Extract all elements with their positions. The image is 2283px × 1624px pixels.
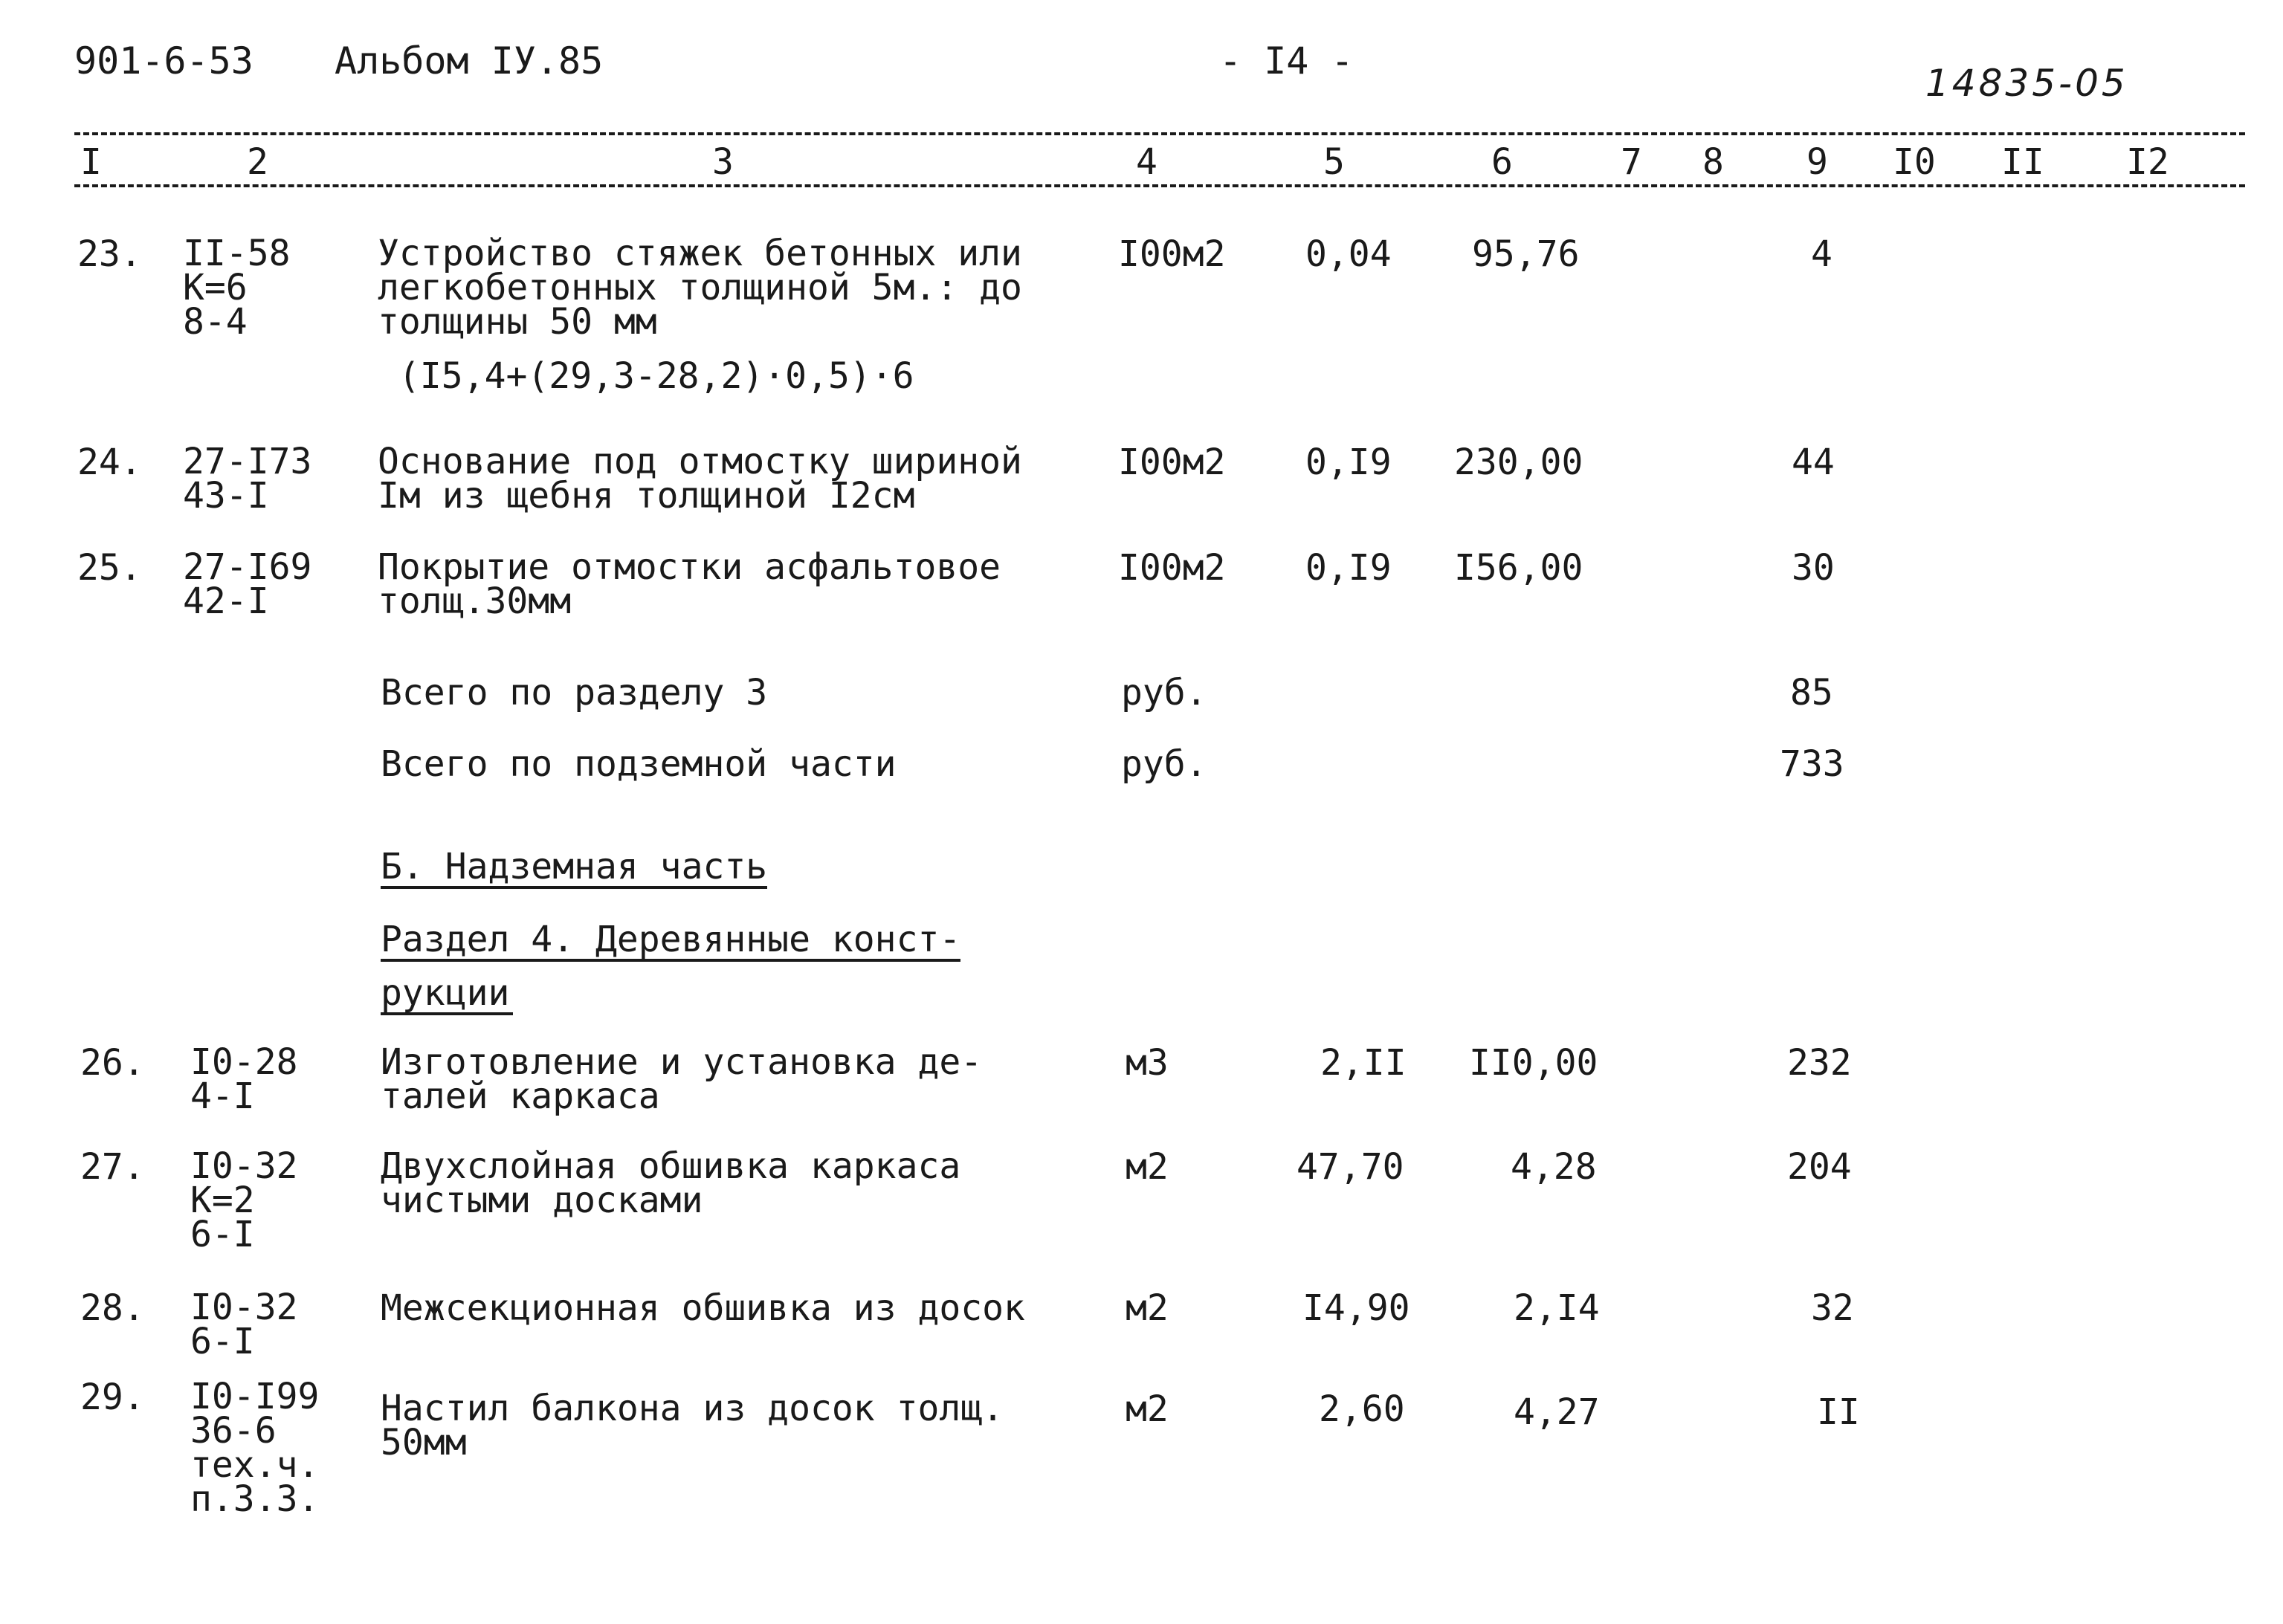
quantity: 2,II bbox=[1320, 1042, 1407, 1084]
work-description: Основание под отмостку шириной Iм из щебня толщиной I2см bbox=[378, 441, 1022, 517]
header-rule-top bbox=[74, 132, 2245, 135]
unit-price: 95,76 bbox=[1472, 233, 1580, 275]
unit: I00м2 bbox=[1118, 547, 1226, 589]
quantity-formula: (I5,4+(29,3-28,2)·0,5)·6 bbox=[398, 355, 914, 397]
column-header: 3 bbox=[712, 141, 734, 183]
column-header: 6 bbox=[1491, 141, 1513, 183]
album-label: Альбом IУ.85 bbox=[335, 39, 604, 83]
total-cost: 232 bbox=[1787, 1042, 1852, 1084]
column-header: 2 bbox=[247, 141, 268, 183]
unit-price: 4,28 bbox=[1511, 1146, 1597, 1188]
total-unit: руб. bbox=[1121, 743, 1207, 785]
row-number: 26. bbox=[80, 1042, 145, 1084]
work-description: Двухслойная обшивка каркаса чистыми досками bbox=[381, 1145, 961, 1221]
total-label: Всего по разделу 3 bbox=[381, 672, 768, 714]
unit: I00м2 bbox=[1118, 233, 1226, 275]
total-cost: 32 bbox=[1811, 1287, 1854, 1329]
column-header: 8 bbox=[1702, 141, 1724, 183]
unit-price: 230,00 bbox=[1454, 441, 1583, 483]
quantity: I4,90 bbox=[1302, 1287, 1410, 1329]
total-label: Всего по подземной части bbox=[381, 743, 897, 785]
column-header: 4 bbox=[1136, 141, 1157, 183]
column-header: I2 bbox=[2126, 141, 2169, 183]
row-number: 27. bbox=[80, 1146, 145, 1188]
column-header: 7 bbox=[1621, 141, 1642, 183]
unit-price: 4,27 bbox=[1514, 1391, 1600, 1433]
document-code: 901-6-53 bbox=[74, 39, 254, 83]
unit-price: I56,00 bbox=[1454, 547, 1583, 589]
norm-code: I0-32 6-I bbox=[190, 1287, 298, 1362]
section-heading-underline bbox=[381, 886, 767, 889]
quantity: 47,70 bbox=[1297, 1146, 1404, 1188]
row-number: 29. bbox=[80, 1376, 145, 1418]
total-cost: 4 bbox=[1811, 233, 1832, 275]
total-value: 733 bbox=[1780, 743, 1844, 785]
subsection-heading-continued: рукции bbox=[381, 972, 510, 1014]
unit: м3 bbox=[1126, 1042, 1169, 1084]
subsection-heading: Раздел 4. Деревянные конст- bbox=[381, 919, 961, 960]
quantity: 0,I9 bbox=[1305, 441, 1392, 483]
column-header: I bbox=[80, 141, 102, 183]
norm-code: 27-I69 42-I bbox=[183, 546, 312, 622]
row-number: 24. bbox=[77, 441, 142, 483]
subsection-heading-underline bbox=[381, 1012, 513, 1015]
total-cost: 204 bbox=[1787, 1146, 1852, 1188]
column-header: II bbox=[2001, 141, 2044, 183]
section-heading: Б. Надземная часть bbox=[381, 846, 768, 887]
norm-code: I0-28 4-I bbox=[190, 1041, 298, 1117]
total-unit: руб. bbox=[1121, 672, 1207, 714]
norm-code: I0-32 К=2 6-I bbox=[190, 1145, 298, 1255]
work-description: Устройство стяжек бетонных или легкобетонных толщиной 5м.: до толщины 50 мм bbox=[378, 233, 1022, 343]
row-number: 28. bbox=[80, 1287, 145, 1329]
quantity: 0,I9 bbox=[1305, 547, 1392, 589]
column-header: I0 bbox=[1893, 141, 1936, 183]
unit-price: 2,I4 bbox=[1514, 1287, 1600, 1329]
row-number: 25. bbox=[77, 547, 142, 589]
total-cost: 44 bbox=[1792, 441, 1835, 483]
unit-price: II0,00 bbox=[1469, 1042, 1598, 1084]
quantity: 0,04 bbox=[1305, 233, 1392, 275]
column-header: 9 bbox=[1806, 141, 1828, 183]
subsection-heading-underline bbox=[381, 959, 960, 962]
row-number: 23. bbox=[77, 233, 142, 275]
column-header: 5 bbox=[1323, 141, 1345, 183]
total-cost: II bbox=[1817, 1391, 1860, 1433]
work-description: Покрытие отмостки асфальтовое толщ.30мм bbox=[378, 546, 1001, 622]
norm-code: I0-I99 36-6 тех.ч. п.3.3. bbox=[190, 1376, 320, 1520]
total-value: 85 bbox=[1790, 672, 1833, 714]
handwritten-stamp: 14835-05 bbox=[1925, 62, 2128, 105]
page-number: - I4 - bbox=[1219, 39, 1354, 83]
norm-code: II-58 К=6 8-4 bbox=[183, 233, 291, 343]
work-description: Изготовление и установка де- талей каркаса bbox=[381, 1041, 983, 1117]
total-cost: 30 bbox=[1792, 547, 1835, 589]
work-description: Настил балкона из досок толщ. 50мм bbox=[381, 1388, 1004, 1463]
norm-code: 27-I73 43-I bbox=[183, 441, 312, 517]
work-description: Межсекционная обшивка из досок bbox=[381, 1287, 1025, 1329]
unit: м2 bbox=[1126, 1287, 1169, 1329]
unit: м2 bbox=[1126, 1146, 1169, 1188]
header-rule-bottom bbox=[74, 184, 2245, 187]
unit: м2 bbox=[1126, 1388, 1169, 1430]
quantity: 2,60 bbox=[1319, 1388, 1405, 1430]
unit: I00м2 bbox=[1118, 441, 1226, 483]
